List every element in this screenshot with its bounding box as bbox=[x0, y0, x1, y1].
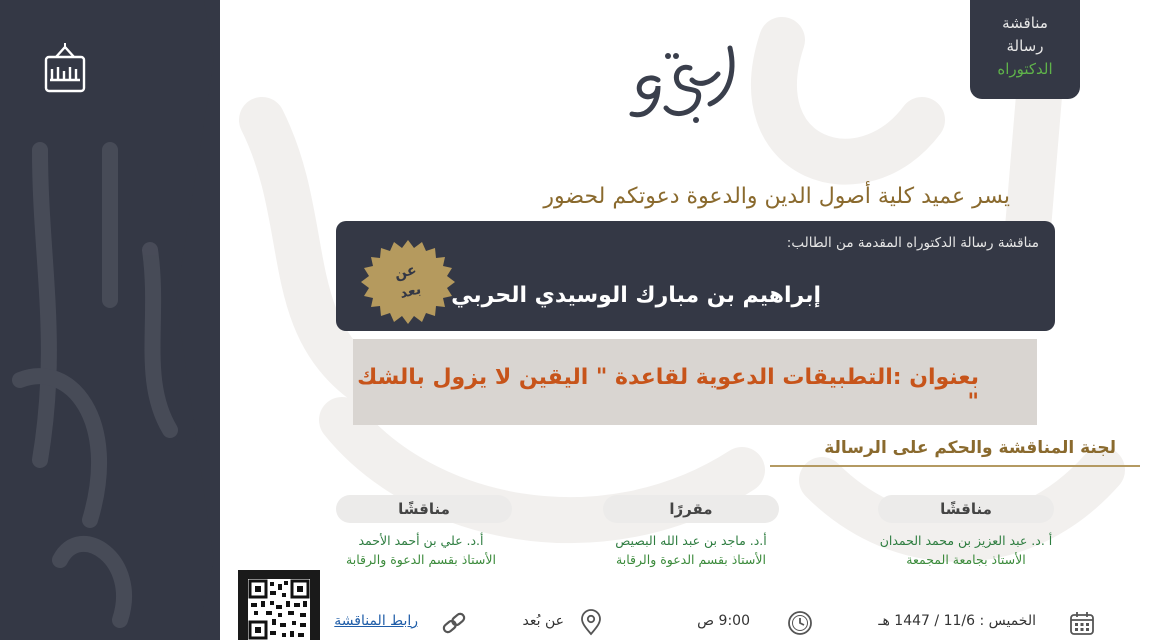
member-role-2: مقررًا bbox=[603, 495, 779, 523]
thesis-title: بعنوان :التطبيقات الدعوية لقاعدة " اليقين لا يزول بالشك " bbox=[357, 365, 979, 415]
member-title-3: الأستاذ بقسم الدعوة والرقابة bbox=[346, 552, 496, 567]
member-role-1: مناقشًا bbox=[878, 495, 1054, 523]
student-label: مناقشة رسالة الدكتوراه المقدمة من الطالب: bbox=[786, 235, 1039, 251]
invitation-calligraphy-heading bbox=[618, 34, 748, 130]
clock-icon bbox=[786, 609, 814, 637]
tag-line-1: مناقشة bbox=[1002, 14, 1048, 32]
badge-line-1: عن bbox=[392, 261, 419, 283]
member-name-3: أ.د. علي بن أحمد الأحمد bbox=[358, 533, 484, 548]
link-icon bbox=[440, 609, 468, 637]
tag-line-2: رسالة bbox=[1006, 37, 1044, 55]
badge-line-2: بعد bbox=[398, 281, 423, 303]
decorative-side-band bbox=[0, 0, 222, 640]
event-location: عن بُعد bbox=[522, 613, 564, 629]
member-title-2: الأستاذ بقسم الدعوة والرقابة bbox=[616, 552, 766, 567]
tag-line-3: الدكتوراه bbox=[997, 60, 1053, 78]
qr-code-icon bbox=[248, 579, 310, 640]
committee-divider bbox=[770, 465, 1140, 467]
navy-panel bbox=[0, 0, 220, 640]
calendar-icon bbox=[1068, 609, 1096, 637]
location-pin-icon bbox=[577, 609, 605, 637]
committee-heading: لجنة المناقشة والحكم على الرسالة bbox=[824, 438, 1116, 458]
student-name: إبراهيم بن مبارك الوسيدي الحربي bbox=[451, 283, 821, 308]
member-name-2: أ.د. ماجد بن عبد الله البصيص bbox=[615, 533, 767, 548]
member-title-1: الأستاذ بجامعة المجمعة bbox=[906, 552, 1026, 567]
invitation-intro: يسر عميد كلية أصول الدين والدعوة دعوتكم لحضور bbox=[543, 184, 1010, 209]
member-role-3: مناقشًا bbox=[336, 495, 512, 523]
thesis-type-tag bbox=[970, 0, 1080, 99]
thesis-title-box bbox=[353, 339, 1037, 425]
remote-badge bbox=[356, 238, 460, 326]
university-logo-icon bbox=[44, 43, 86, 93]
discussion-link[interactable]: رابط المناقشة bbox=[334, 613, 418, 629]
member-name-1: أ .د. عبد العزيز بن محمد الحمدان bbox=[879, 533, 1053, 548]
qr-code[interactable] bbox=[238, 570, 320, 640]
event-time: 9:00 ص bbox=[697, 613, 750, 629]
event-date: الخميس : 11/6 / 1447 هـ bbox=[878, 613, 1036, 629]
